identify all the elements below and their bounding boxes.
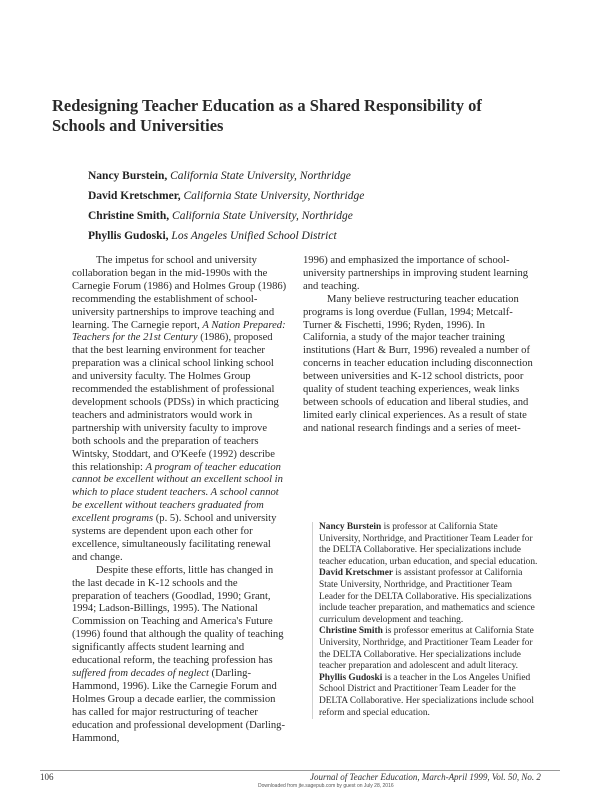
bio-name: Phyllis Gudoski bbox=[319, 672, 383, 683]
author-line bbox=[88, 226, 528, 246]
right-column bbox=[303, 255, 533, 436]
paragraph: 1996) and emphasized the importance of school-university partnerships in improving student learning and teaching. bbox=[303, 255, 529, 292]
bio-name: David Kretschmer bbox=[319, 568, 394, 579]
author-affiliation: California State University, Northridge bbox=[172, 210, 353, 222]
author-name: David Kretschmer, bbox=[88, 190, 181, 202]
author-affiliation: California State University, Northridge bbox=[183, 190, 365, 202]
author-line bbox=[88, 206, 528, 226]
paragraph bbox=[72, 565, 288, 746]
bio-text: is professor emeritus at California State University, Northridge, and Practitioner Team Leader for the DELTA Collaborative. Her specializations include teacher preparation and adolescent and adult literacy. bbox=[319, 626, 534, 672]
paragraph bbox=[72, 255, 288, 565]
bio bbox=[319, 673, 539, 719]
author-name: Phyllis Gudoski, bbox=[88, 230, 169, 242]
author-affiliation: California State University, Northridge bbox=[170, 170, 351, 182]
bio-text: is a teacher in the Los Angeles Unified School District and Practitioner Team Leader for the DELTA Collaborative. Her specializations include school reform and special education. bbox=[319, 672, 534, 718]
article-title: Redesigning Teacher Education as a Shared Responsibility of Schools and Universities bbox=[52, 96, 482, 135]
text-run-italic: suffered from decades of neglect bbox=[72, 668, 209, 679]
author-line bbox=[88, 186, 528, 206]
text-run-italic: A program of teacher education cannot be excellent without an excellent school in which to place student teachers. A school cannot be excellent without teachers graduated from excellent programs bbox=[72, 461, 283, 525]
bio-name: Nancy Burstein bbox=[319, 522, 382, 532]
author-list bbox=[88, 166, 528, 246]
bio-name: Christine Smith bbox=[319, 626, 383, 637]
author-name: Christine Smith, bbox=[88, 210, 170, 222]
journal-citation: Journal of Teacher Education, March-April 1999, Vol. 50, No. 2 bbox=[310, 772, 541, 782]
text-run: (Darling-Hammond, 1996). Like the Carnegie Forum and Holmes Group a decade earlier, the commission has called for major restructuring of teacher education and professional development (Darling-Hammond, bbox=[72, 668, 285, 744]
bio bbox=[319, 522, 539, 568]
bio-text: is assistant professor at California State University, Northridge, and Practitioner Team Leader for the DELTA Collaborative. His specializations include teacher preparation, and mathematics and science curriculum development and teaching. bbox=[319, 568, 535, 625]
footer-divider bbox=[40, 770, 560, 771]
page-number: 106 bbox=[40, 772, 54, 782]
text-run: The impetus for school and university collaboration began in the mid-1990s with the Carnegie Forum (1986) and Holmes Group (1986) recommending the establishment of school-university partnerships to improve teaching and learning. The Carnegie report, bbox=[72, 255, 287, 331]
paragraph: Many believe restructuring teacher education programs is long overdue (Fullan, 1994; Metcalf-Turner & Fischetti, 1996; Ryden, 1996). In California, a study of the major teacher training institutions (Hart & Burr, 1996) revealed a number of concerns in teacher education including disconnection between universities and K-12 school districts, poor quality of student teaching experiences, weak links between schools of education and liberal studies, and limited early clinical experiences. As a result of state and national research findings and a series of meet- bbox=[303, 293, 533, 434]
author-line bbox=[88, 166, 528, 186]
bio bbox=[319, 568, 539, 626]
text-run: (1986), proposed that the best learning environment for teacher preparation was a clinical school linking school and university faculty. The Holmes Group recommended the establishment of professional development schools (PDSs) in which practicing teachers and administrators would work in partnership with university faculty to improve both schools and the preparation of teachers Wintsky, Stoddart, and O'Keefe (1992) describe this relationship: bbox=[72, 332, 279, 473]
author-bios bbox=[312, 522, 539, 719]
author-name: Nancy Burstein, bbox=[88, 170, 168, 182]
text-run-italic: A Nation Prepared: Teachers for the 21st Century bbox=[72, 319, 286, 344]
text-run: Despite these efforts, little has changed in the last decade in K-12 schools and the preparation of teachers (Goodlad, 1990; Grant, 1994; Ladson-Billings, 1995). The National Commission on Teaching and America's Future (1996) found that although the quality of teaching significantly affects student learning and educational reform, the teaching profession has bbox=[72, 564, 284, 667]
author-affiliation: Los Angeles Unified School District bbox=[171, 230, 337, 242]
bio bbox=[319, 626, 539, 672]
download-note: Downloaded from jte.sagepub.com by guest on July 28, 2016 bbox=[258, 783, 394, 789]
text-run: (p. 5). School and university systems are dependent upon each other for excellence, simultaneously facilitating renewal and change. bbox=[72, 513, 277, 563]
left-column bbox=[72, 255, 288, 745]
bio-text: is professor at California State University, Northridge, and Practitioner Team Leader for the DELTA Collaborative. Her specializations include teacher education, urban education, and special education. bbox=[319, 522, 538, 567]
